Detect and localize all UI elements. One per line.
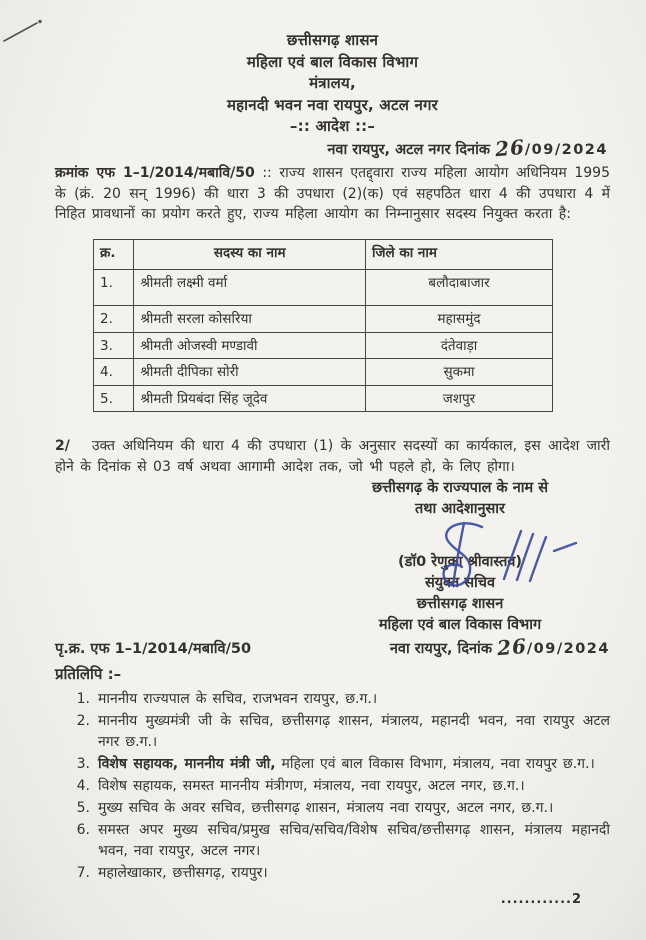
copy-to-label: प्रतिलिपि :– (55, 664, 122, 683)
signatory-government: छत्तीसगढ़ शासन (416, 596, 504, 612)
handwritten-day: 26 (494, 134, 526, 161)
row-member-name: श्रीमती दीपिका सोरी (134, 359, 366, 386)
table-row (94, 385, 553, 412)
list-item-plain: समस्त अपर मुख्य सचिव/प्रमुख सचिव/सचिव/विशेष सचिव/छत्तीसगढ़ शासन, मंत्रालय महानदी भवन, नवा रायपुर, अटल नगर। (98, 822, 610, 859)
col-header-serial: क्र. (94, 239, 134, 269)
list-item-plain: विशेष सहायक, समस्त माननीय मंत्रीगण, मंत्रालय, नवा रायपुर, अटल नगर, छ.ग.। (98, 778, 525, 794)
clause-2-text: उक्त अधिनियम की धारा 4 की उपधारा (1) के अनुसार सदस्यों का कार्यकाल, इस आदेश जारी होने के दिनांक से 03 वर्ष अथवा आगामी आदेश तक, जो भी पहले हो, के लिए होगा। (55, 438, 610, 475)
row-member-name: श्रीमती ओजस्वी मण्डावी (134, 332, 366, 359)
list-item (55, 820, 610, 862)
row-serial: 2. (94, 305, 134, 332)
list-item-number: 3. (76, 756, 90, 772)
signatory-name: (डॉ0 रेणुका श्रीवास्तव) (397, 554, 523, 570)
header-government: छत्तीसगढ़ शासन (286, 31, 379, 49)
order-heading: –:: आदेश ::– (289, 117, 376, 135)
list-item-plain: माननीय राज्यपाल के सचिव, राजभवन रायपुर, छ.ग.। (98, 691, 378, 707)
list-item-number: 4. (76, 778, 90, 794)
header-department: महिला एवं बाल विकास विभाग (246, 52, 419, 71)
signature-place-date-prefix: नवा रायपुर, दिनांक (389, 641, 498, 657)
list-item-text (98, 689, 610, 710)
list-item-text (98, 711, 610, 753)
signatory-designation: संयुक्त सचिव (424, 575, 496, 591)
endorsement-reference: पृ.क्र. एफ 1–1/2014/मबावि/50 (55, 641, 252, 657)
signature-block (310, 478, 610, 636)
signature-as-per-order: तथा आदेशानुसार (414, 501, 505, 517)
signature-on-behalf: छत्तीसगढ़ के राज्यपाल के नाम से (371, 480, 549, 496)
col-header-member-name: सदस्य का नाम (134, 239, 366, 269)
list-item-number: 1. (76, 691, 90, 707)
order-paragraph-text: :: राज्य शासन एतद्द्वारा राज्य महिला आयोग अधिनियम 1995 के (क्रं. 20 सन् 1996) की धारा 3 की उपधारा (2)(क) एवं सहपठित धारा 4 की उपधारा 4 में निहित प्रावधानों का प्रयोग करते हुए, राज्य महिला आयोग का निम्नानुसार सदस्य नियुक्त करता है: (55, 165, 610, 222)
distribution-list (55, 689, 610, 884)
list-item-plain: माननीय मुख्यमंत्री जी के सचिव, छत्तीसगढ़ शासन, मंत्रालय, महानदी भवन, नवा रायपुर अटल नगर छ.ग.। (98, 713, 610, 750)
list-item (55, 776, 610, 797)
row-district: दंतेवाड़ा (366, 332, 553, 359)
list-item-text (98, 754, 610, 775)
list-item-number: 6. (76, 822, 90, 838)
row-district: महासमुंद (366, 305, 553, 332)
table-row (94, 269, 553, 305)
list-item-text (98, 798, 610, 819)
list-item-plain: मुख्य सचिव के अवर सचिव, छत्तीसगढ़ शासन, मंत्रालय नवा रायपुर, अटल नगर, छ.ग.। (98, 800, 554, 816)
clause-2-number: 2/ (55, 438, 70, 454)
list-item-number: 2. (76, 713, 90, 729)
table-row (94, 332, 553, 359)
handwritten-day: 26 (496, 633, 528, 661)
row-serial: 4. (94, 359, 134, 386)
row-member-name: श्रीमती लक्ष्मी वर्मा (134, 269, 366, 305)
row-serial: 5. (94, 385, 134, 412)
order-reference-number: क्रमांक एफ 1–1/2014/मबावि/50 (55, 165, 255, 181)
issue-date-rest: /09/2024 (524, 141, 608, 158)
endorsement-ref-row (55, 633, 610, 661)
row-member-name: श्रीमती प्रियबंदा सिंह जूदेव (134, 385, 366, 412)
clause-2-paragraph (55, 436, 610, 477)
row-district: सुकमा (366, 359, 553, 386)
table-header-row (94, 239, 553, 269)
list-item (55, 711, 610, 753)
row-serial: 3. (94, 332, 134, 359)
issue-place-date-prefix: नवा रायपुर, अटल नगर दिनांक (327, 141, 496, 158)
list-item-plain: महालेखाकार, छत्तीसगढ़, रायपुर। (98, 865, 268, 881)
row-member-name: श्रीमती सरला कोसरिया (134, 305, 366, 332)
list-item-number: 7. (76, 865, 90, 881)
signature-place-date (389, 633, 610, 661)
page-continuation-indicator: ............2 (500, 892, 582, 907)
list-item-text (98, 776, 610, 797)
issue-place-date (55, 134, 610, 161)
signature-date-rest: /09/2024 (526, 641, 610, 657)
list-item (55, 798, 610, 819)
list-item-plain: महिला एवं बाल विकास विभाग, मंत्रालय, नवा रायपुर छ.ग.। (275, 756, 595, 772)
signatory-department: महिला एवं बाल विकास विभाग (378, 617, 542, 633)
list-item (55, 754, 610, 775)
col-header-district: जिले का नाम (366, 239, 553, 269)
list-item (55, 863, 610, 884)
header-ministry: मंत्रालय, (309, 74, 356, 92)
members-table (93, 239, 553, 413)
table-row (94, 359, 553, 386)
order-paragraph (55, 163, 610, 225)
list-item-text (98, 863, 610, 884)
header-address: महानदी भवन नवा रायपुर, अटल नगर (226, 95, 439, 114)
row-district: बलौदाबाजार (366, 269, 553, 305)
list-item-number: 5. (76, 800, 90, 816)
list-item (55, 689, 610, 710)
table-row (94, 305, 553, 332)
list-item-text (98, 820, 610, 862)
row-district: जशपुर (366, 385, 553, 412)
row-serial: 1. (94, 269, 134, 305)
list-item-bold: विशेष सहायक, माननीय मंत्री जी, (98, 756, 276, 772)
